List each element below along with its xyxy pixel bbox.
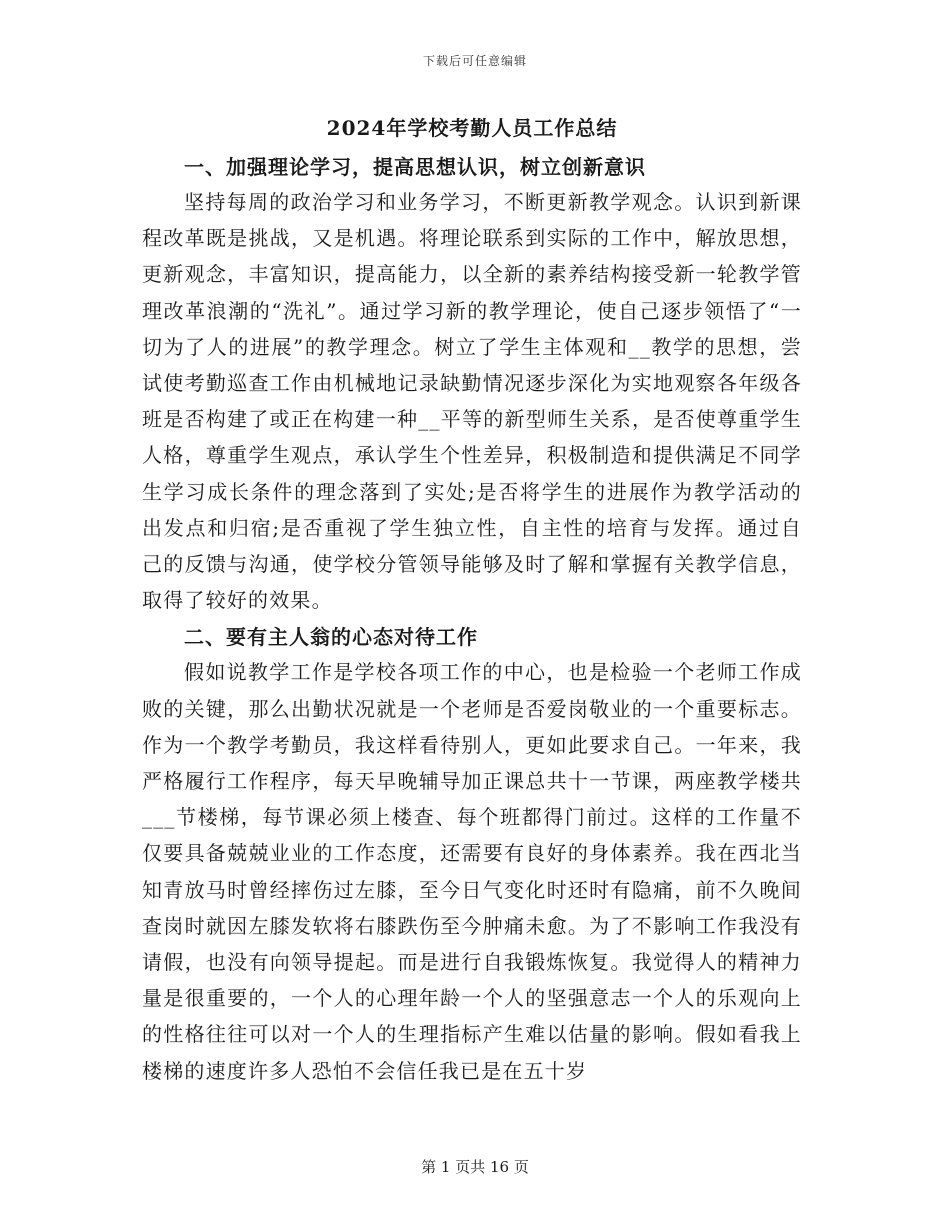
section-heading-1: 一、加强理论学习，提高思想认识，树立创新意识 bbox=[184, 155, 646, 179]
section-paragraph-2: 假如说教学工作是学校各项工作的中心，也是检验一个老师工作成败的关键，那么出勤状况就是一个老师是否爱岗敬业的一个重要标志。作为一个教学考勤员，我这样看待别人，更如此要求自己。一年来，我严格履行工作程序，每天早晚辅导加正课总共十一节课，两座教学楼共___节楼梯，每节课必须上楼查、每个班都得门前过。这样的工作量不仅要具备兢兢业业的工作态度，还需要有良好的身体素养。我在西北当知青放马时曾经摔伤过左膝，至今日气变化时还时有隐痛，前不久晚间查岗时就因左膝发软将右膝跌伤至今肿痛未愈。为了不影响工作我没有请假，也没有向领导提起。而是进行自我锻炼恢复。我觉得人的精神力量是很重要的，一个人的心理年龄一个人的坚强意志一个人的乐观向上的性格往往可以对一个人的生理指标产生难以估量的影响。假如看我上楼梯的速度许多人恐怕不会信任我已是在五十岁 bbox=[142, 660, 802, 1083]
section-paragraph-1: 坚持每周的政治学习和业务学习，不断更新教学观念。认识到新课程改革既是挑战，又是机遇。将理论联系到实际的工作中，解放思想，更新观念，丰富知识，提高能力，以全新的素养结构接受新一轮教学管理改革浪潮的“洗礼”。通过学习新的教学理论，使自己逐步领悟了“一切为了人的进展”的教学理念。树立了学生主体观和__教学的思想，尝试使考勤巡查工作由机械地记录缺勤情况逐步深化为实地观察各年级各班是否构建了或正在构建一种__平等的新型师生关系，是否使尊重学生人格，尊重学生观点，承认学生个性差异，积极制造和提供满足不同学生学习成长条件的理念落到了实处;是否将学生的进展作为教学活动的出发点和归宿;是否重视了学生独立性，自主性的培育与发挥。通过自己的反馈与沟通，使学校分管领导能够及时了解和掌握有关教学信息，取得了较好的效果。 bbox=[142, 190, 802, 613]
section-heading-2: 二、要有主人翁的心态对待工作 bbox=[184, 625, 478, 650]
document-title: 2024年学校考勤人员工作总结 bbox=[326, 116, 618, 140]
document-body bbox=[142, 112, 802, 1091]
header-note: 下载后可任意编辑 bbox=[422, 54, 527, 68]
page-footer: 第 1 页共 16 页 bbox=[421, 1158, 529, 1176]
